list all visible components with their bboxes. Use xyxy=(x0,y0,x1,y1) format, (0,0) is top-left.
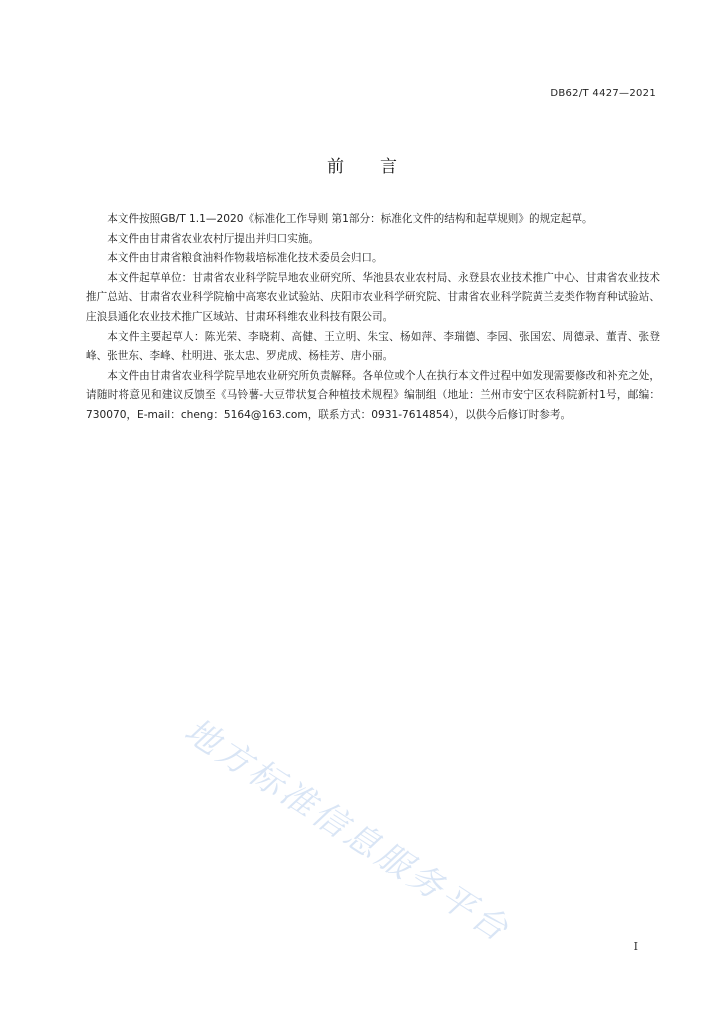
paragraph-drafting-units: 本文件起草单位：甘肃省农业科学院旱地农业研究所、华池县农业农村局、永登县农业技术推广中心、甘肃省农业技术推广总站、甘肃省农业科学院榆中高寒农业试验站、庆阳市农业科学研究院、甘肃省农业科学院黄兰麦类作物育种试验站、庄浪县通化农业技术推广区域站、甘肃环科维农业科技有限公司。 xyxy=(86,271,660,323)
page-title: 前言 xyxy=(327,157,433,177)
paragraph-drafters: 本文件主要起草人：陈光荣、李晓莉、高健、王立明、朱宝、杨如萍、李瑞德、李园、张国宏、周德录、董青、张登峰、张世东、李峰、杜明进、张太忠、罗虎成、杨桂芳、唐小丽。 xyxy=(86,330,660,363)
document-code: DB62/T 4427—2021 xyxy=(550,88,656,99)
page-number: I xyxy=(633,940,638,953)
paragraph-interpretation: 本文件由甘肃省农业科学院旱地农业研究所负责解释。各单位或个人在执行本文件过程中如发现需要修改和补充之处，请随时将意见和建议反馈至《马铃薯-大豆带状复合种植技术规程》编制组（地址：兰州市安宁区农科院新村1号，邮编：730070，E-mail：cheng：5164@163.com，联系方式：0931-7614854），以供今后修订时参考。 xyxy=(86,369,660,421)
foreword-body xyxy=(86,210,660,426)
paragraph-proposer: 本文件由甘肃省农业农村厅提出并归口实施。 xyxy=(107,232,320,245)
watermark: 地方标准信息服务平台 xyxy=(177,710,518,952)
paragraph-committee: 本文件由甘肃省粮食油料作物栽培标准化技术委员会归口。 xyxy=(107,252,383,265)
paragraph-drafting-rules: 本文件按照GB/T 1.1—2020《标准化工作导则 第1部分：标准化文件的结构和起草规则》的规定起草。 xyxy=(107,213,593,225)
